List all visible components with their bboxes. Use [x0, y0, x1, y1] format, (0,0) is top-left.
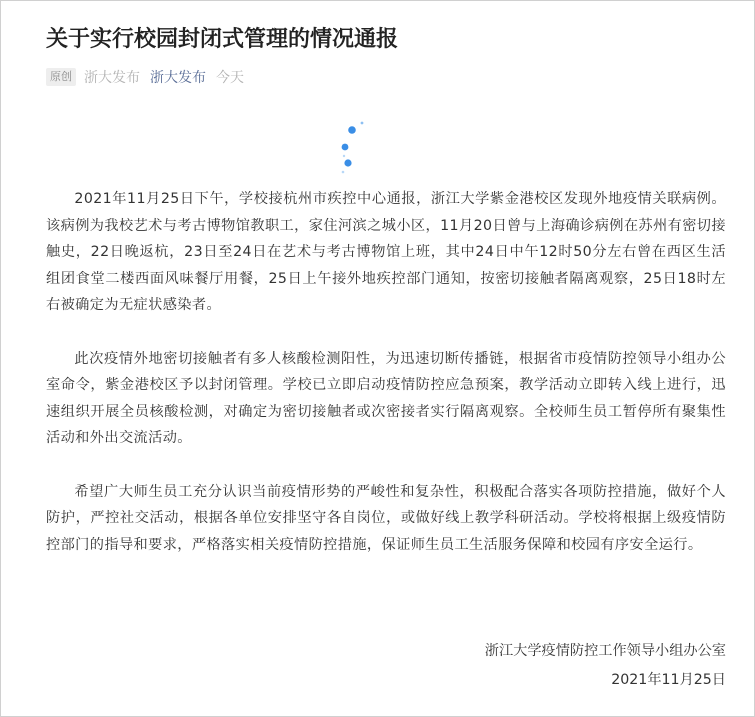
paragraph-1: 2021年11月25日下午，学校接杭州市疾控中心通报，浙江大学紫金港校区发现外地疫情关联病例。该病例为我校艺术与考古博物馆教职工，家住河滨之城小区，11月20日曾与上海确诊病例在苏州有密切接触史，22日晚返杭，23日至24日在艺术与考古博物馆上班，其中24日中午12时50分左右曾在西区生活组团食堂二楼西面风味餐厅用餐，25日上午接外地疾控部门通知，按密切接触者隔离观察，25日18时左右被确定为无症状感染者。	[46, 191, 726, 314]
article-body	[46, 186, 726, 585]
loading-spinner-icon	[332, 120, 372, 180]
signature-org: 浙江大学疫情防控工作领导小组办公室	[484, 643, 726, 659]
loader-dot-2	[361, 122, 364, 125]
author-name: 浙大发布	[84, 70, 140, 86]
loader-dot-3	[342, 144, 349, 151]
paragraph-2: 此次疫情外地密切接触者有多人核酸检测阳性，为迅速切断传播链，根据省市疫情防控领导小组办公室命令，紫金港校区予以封闭管理。学校已立即启动疫情防控应急预案，教学活动立即转入线上进行，迅速组织开展全员核酸检测，对确定为密切接触者或次密接者实行隔离观察。全校师生员工暂停所有聚集性活动和外出交流活动。	[46, 350, 726, 447]
publish-time: 今天	[216, 70, 244, 86]
article	[46, 22, 726, 553]
loader-dot-1	[348, 126, 356, 134]
loader-dot-6	[342, 171, 345, 174]
account-link[interactable]: 浙大发布	[150, 70, 206, 86]
signature-date: 2021年11月25日	[611, 672, 726, 688]
article-title: 关于实行校园封闭式管理的情况通报	[46, 27, 399, 52]
original-badge: 原创	[46, 68, 76, 86]
paragraph-3: 希望广大师生员工充分认识当前疫情形势的严峻性和复杂性，积极配合落实各项防控措施，做好个人防护，严控社交活动，根据各单位安排坚守各自岗位，或做好线上教学科研活动。学校将根据上级疫情防控部门的指导和要求，严格落实相关疫情防控措施，保证师生员工生活服务保障和校园有序安全运行。	[46, 483, 726, 553]
signature	[485, 637, 726, 695]
loader-dot-4	[344, 159, 351, 166]
article-meta	[46, 66, 244, 88]
loader-dot-5	[343, 155, 345, 157]
